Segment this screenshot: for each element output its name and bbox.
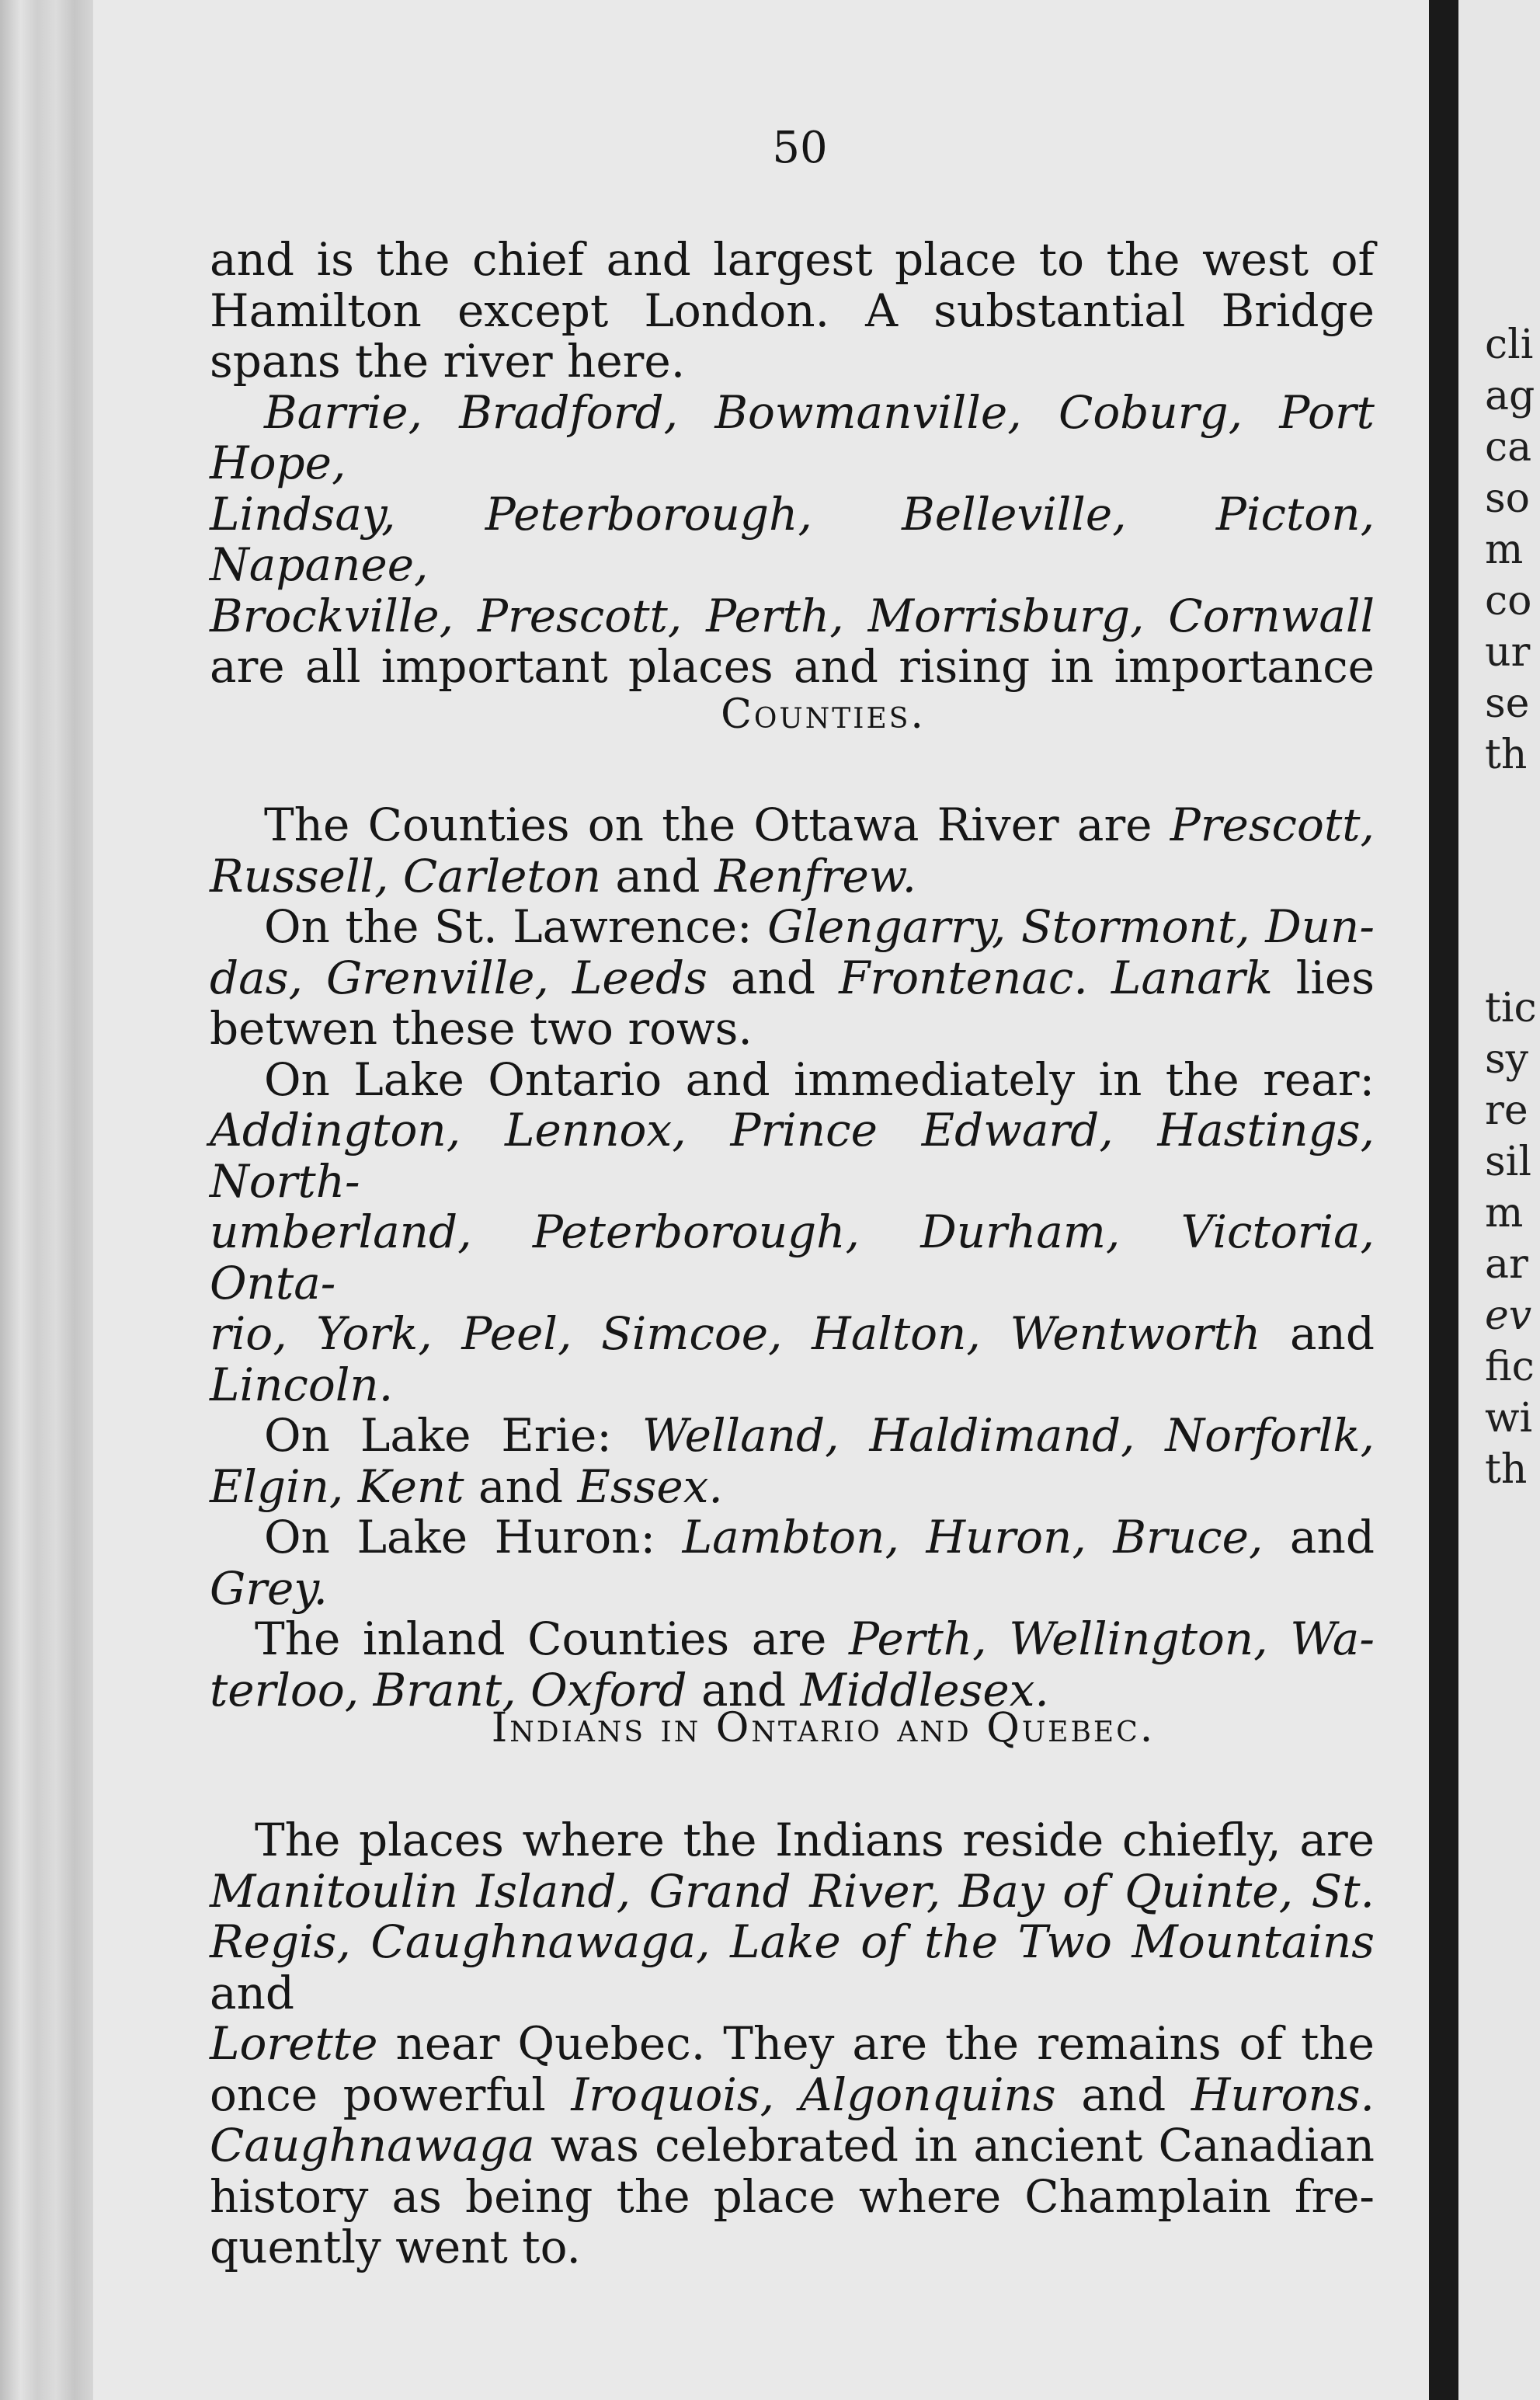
- paragraph: [210, 2222, 1375, 2273]
- towns-line: Barrie, Bradford, Bowmanville, Coburg, Port Hope,: [210, 385, 1375, 489]
- paragraph: [210, 1815, 1375, 1866]
- towns-line: Brockville, Prescott, Perth, Morrisburg, Cornwall: [210, 589, 1375, 642]
- page-gutter-shadow: [1429, 0, 1458, 2400]
- facing-page-fragment: m: [1485, 1190, 1524, 1237]
- county-name: rio, York, Peel, Simcoe, Halton, Wentworth: [210, 1307, 1261, 1360]
- counties-section: [210, 800, 1375, 1716]
- paragraph: [210, 283, 1375, 337]
- paragraph: [210, 1105, 1375, 1207]
- facing-page-edge: [1458, 0, 1540, 2400]
- text-run: and: [464, 1459, 578, 1513]
- text-run: The inland Counties are: [255, 1612, 850, 1665]
- text-run: On Lake Huron:: [264, 1511, 683, 1563]
- county-name: Grey.: [210, 1561, 328, 1615]
- text-run: was celebrated in ancient Canadian: [534, 2119, 1375, 2172]
- facing-page-fragment: tic: [1485, 985, 1537, 1031]
- facing-page-fragment: th: [1485, 1446, 1528, 1493]
- section-heading-indians: Indians in Ontario and Quebec.: [491, 1705, 1156, 1751]
- county-name: Renfrew.: [714, 849, 917, 903]
- paragraph: [210, 1003, 1375, 1055]
- facing-page-fragment: ca: [1485, 424, 1532, 471]
- text-line: are all important places and rising in importance: [210, 640, 1375, 693]
- towns-line: Lindsay, Peterborough, Belleville, Picton, Napanee,: [210, 487, 1375, 591]
- text-run: betwen these two rows.: [210, 1002, 753, 1055]
- facing-page-fragment: sil: [1485, 1139, 1531, 1185]
- facing-page-fragment: se: [1485, 680, 1530, 727]
- text-run: and: [210, 1966, 295, 2019]
- facing-page-fragment: fic: [1485, 1344, 1535, 1390]
- text-run: and: [1263, 1511, 1375, 1563]
- facing-page-fragment: ar: [1485, 1241, 1528, 1288]
- paragraph: [210, 902, 1375, 953]
- paragraph: [210, 1410, 1375, 1462]
- county-name: Frontenac. Lanark: [839, 951, 1273, 1004]
- tribe-names: Iroquois, Algonquins: [571, 2068, 1056, 2121]
- facing-page-fragment: ev: [1485, 1292, 1532, 1339]
- text-run: On Lake Erie:: [264, 1409, 642, 1462]
- paragraph: [210, 851, 1375, 903]
- county-name: Welland, Haldimand, Norforlk,: [641, 1409, 1375, 1462]
- paragraph: [210, 2019, 1375, 2070]
- facing-page-fragment: sy: [1485, 1036, 1529, 1083]
- paragraph: [210, 1563, 1375, 1615]
- facing-page-fragment: ur: [1485, 629, 1531, 676]
- paragraph: [210, 800, 1375, 851]
- county-name: Addington, Lennox, Prince Edward, Hastings, North-: [210, 1104, 1375, 1208]
- paragraph: [210, 1459, 1375, 1513]
- facing-page-fragment: wi: [1485, 1395, 1533, 1442]
- facing-page-fragment: re: [1485, 1087, 1528, 1134]
- text-run: and: [687, 1663, 801, 1717]
- page-number: 50: [772, 123, 828, 173]
- intro-section: [210, 235, 1375, 693]
- paragraph: [210, 591, 1375, 642]
- text-run: and: [601, 849, 714, 903]
- county-name: umberland, Peterborough, Durham, Victoria, Onta-: [210, 1205, 1375, 1310]
- place-names: Manitoulin Island, Grand River, Bay of Quinte, St.: [210, 1864, 1375, 1918]
- facing-page-fragment: cli: [1485, 322, 1534, 368]
- paragraph: [210, 2169, 1375, 2223]
- paragraph: [210, 1360, 1375, 1411]
- paragraph: [210, 385, 1375, 489]
- county-name: Lambton, Huron, Bruce,: [682, 1511, 1264, 1563]
- text-run: quently went to.: [210, 2221, 581, 2273]
- text-line: Hamilton except London. A substantial Bridge: [210, 283, 1375, 337]
- place-names: Caughnawaga: [210, 2119, 535, 2172]
- county-name: Essex.: [577, 1459, 723, 1513]
- facing-page-fragment: so: [1485, 475, 1530, 522]
- county-name: Middlesex.: [800, 1663, 1049, 1717]
- text-line: and is the chief and largest place to the west of: [210, 233, 1375, 286]
- text-run: and: [707, 951, 840, 1004]
- paragraph: [210, 1207, 1375, 1309]
- paragraph: [210, 1866, 1375, 1918]
- text-run: The places where the Indians reside chiefly, are: [255, 1814, 1375, 1866]
- indians-section: [210, 1815, 1375, 2273]
- paragraph: [210, 642, 1375, 693]
- text-run: On Lake Ontario and immediately in the rear:: [264, 1052, 1375, 1106]
- text-run: lies: [1272, 951, 1375, 1004]
- place-names: Lorette: [210, 2017, 378, 2070]
- text-run: once powerful: [210, 2068, 572, 2121]
- county-name: Elgin, Kent: [210, 1459, 464, 1513]
- county-name: Russell, Carleton: [210, 849, 601, 903]
- paragraph: [210, 336, 1375, 388]
- text-run: and: [1260, 1307, 1375, 1360]
- county-name: das, Grenville, Leeds: [210, 951, 707, 1004]
- text-run: and: [1055, 2068, 1191, 2121]
- facing-page-fragment: m: [1485, 527, 1524, 573]
- paragraph: [210, 953, 1375, 1004]
- book-binding-edge: [0, 0, 93, 2400]
- paragraph: [210, 1917, 1375, 2019]
- county-name: Glengarry, Stormont, Dun-: [767, 900, 1375, 953]
- paragraph: [210, 235, 1375, 286]
- text-line: spans the river here.: [210, 335, 686, 388]
- facing-page-fragment: th: [1485, 732, 1528, 778]
- text-run: history as being the place where Champlain fre-: [210, 2169, 1375, 2223]
- text-run: The Counties on the Ottawa River are: [264, 798, 1170, 851]
- paragraph: [210, 1052, 1375, 1106]
- paragraph: [210, 1512, 1375, 1563]
- place-names: Regis, Caughnawaga, Lake of the Two Mountains: [210, 1915, 1375, 1968]
- paragraph: [210, 1614, 1375, 1665]
- paragraph: [210, 2070, 1375, 2121]
- text-run: near Quebec. They are the remains of the: [377, 2017, 1375, 2070]
- county-name: Prescott,: [1170, 798, 1375, 851]
- section-heading-counties: Counties.: [721, 691, 926, 738]
- county-name: Perth, Wellington, Wa-: [849, 1612, 1375, 1665]
- text-run: On the St. Lawrence:: [264, 900, 768, 953]
- tribe-names: Hurons.: [1191, 2068, 1375, 2121]
- county-name: Lincoln.: [210, 1358, 394, 1411]
- paragraph: [210, 489, 1375, 591]
- paragraph: [210, 2120, 1375, 2172]
- facing-page-fragment: ag: [1485, 373, 1535, 419]
- facing-page-fragment: co: [1485, 578, 1532, 624]
- paragraph: [210, 1309, 1375, 1360]
- county-name: terloo, Brant, Oxford: [210, 1663, 687, 1717]
